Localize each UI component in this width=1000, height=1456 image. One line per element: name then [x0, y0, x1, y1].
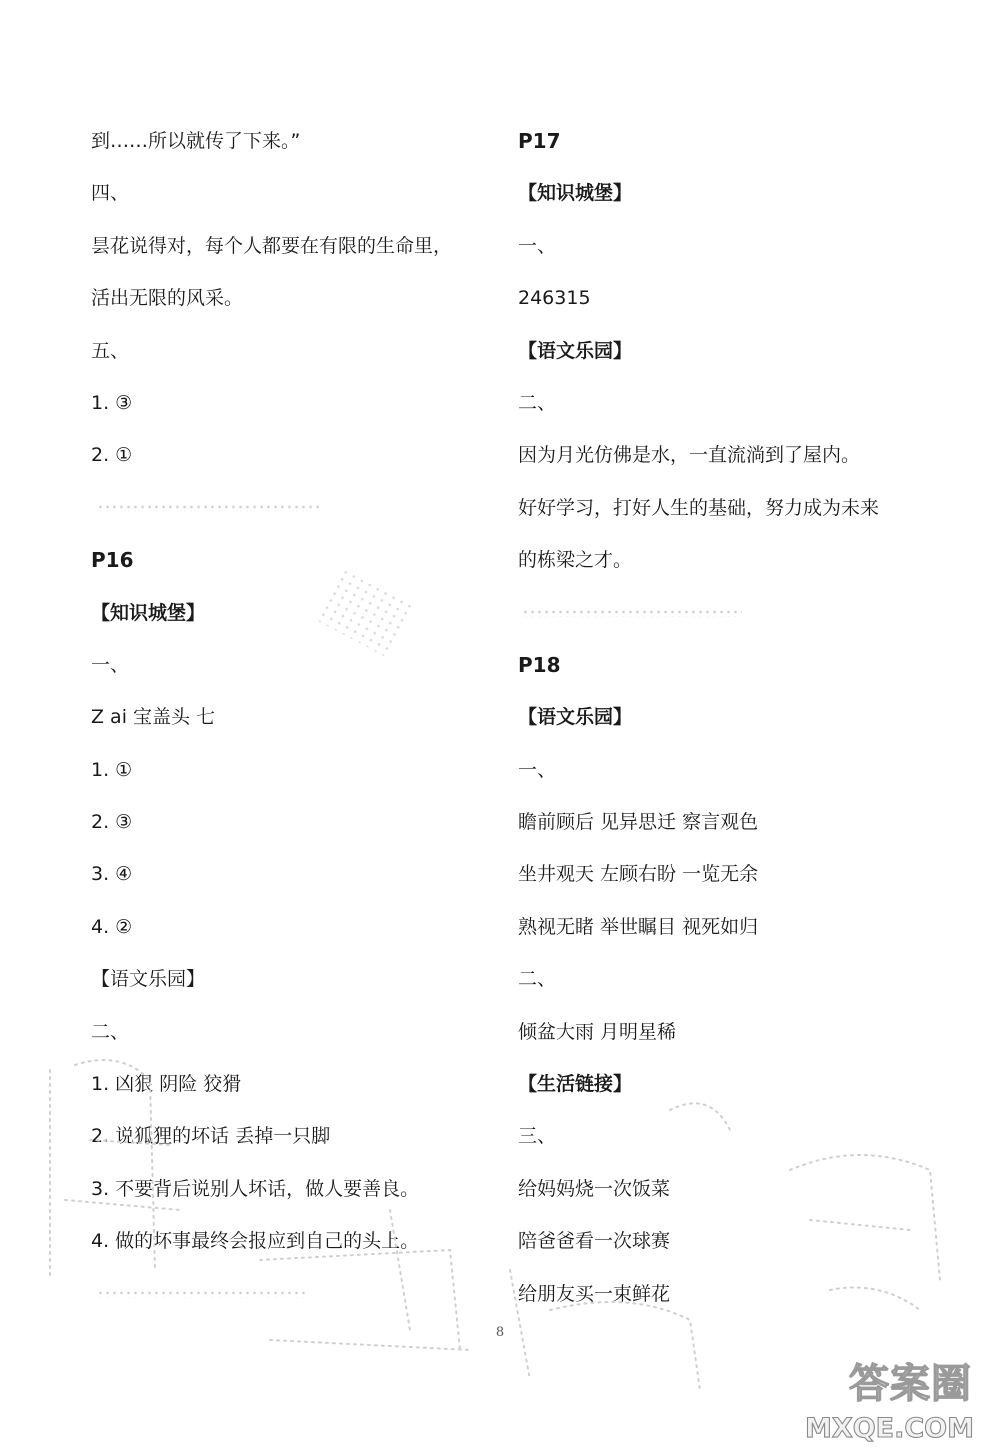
section-number: 一、: [518, 758, 557, 781]
logo-chinese-text: 答案圈: [849, 1361, 972, 1407]
answer-line: 陪爸爸看一次球赛: [518, 1230, 671, 1253]
answer-line: 好好学习，打好人生的基础，努力成为未来: [518, 496, 880, 519]
answer-line: 4. ②: [91, 915, 133, 938]
logo-domain-text: MXQE.COM: [805, 1413, 974, 1444]
section-number: 一、: [91, 653, 130, 676]
answer-line: 因为月光仿佛是水，一直流淌到了屋内。: [518, 444, 861, 467]
answer-line: 1. ③: [91, 391, 133, 414]
answer-line: 2. ①: [91, 444, 133, 467]
answer-line: 2. 说狐狸的坏话 丢掉一只脚: [91, 1125, 331, 1148]
page-heading-p18: P18: [518, 652, 561, 677]
answer-line: Z ai 宝盖头 七: [91, 706, 216, 729]
answer-line: 给朋友买一束鲜花: [518, 1282, 671, 1305]
answer-line: 活出无限的风采。: [91, 287, 244, 310]
answer-line: 3. 不要背后说别人坏话，做人要善良。: [91, 1177, 420, 1200]
faded-text-line: [91, 1268, 491, 1320]
section-number: 四、: [91, 182, 130, 205]
right-column: [518, 115, 938, 1320]
answer-line: 坐井观天 左顾右盼 一览无余: [518, 863, 759, 886]
section-number: 五、: [91, 339, 130, 362]
section-number: 二、: [518, 391, 557, 414]
section-title: 【语文乐园】: [518, 706, 633, 729]
page-heading-p16: P16: [91, 548, 134, 573]
answer-line: 熟视无睹 举世瞩目 视死如归: [518, 915, 759, 938]
answer-line: 的栋梁之才。: [518, 549, 633, 572]
left-column: [91, 115, 491, 1320]
section-number: 二、: [518, 968, 557, 991]
section-title: 【生活链接】: [518, 1073, 633, 1096]
faded-text-line: [91, 482, 491, 534]
section-number: 一、: [518, 234, 557, 257]
answer-line: 4. 做的坏事最终会报应到自己的头上。: [91, 1230, 420, 1253]
answer-line: 2. ③: [91, 811, 133, 834]
answer-line: 3. ④: [91, 863, 133, 886]
answer-line: 瞻前顾后 见异思迁 察言观色: [518, 811, 759, 834]
answer-line: 1. 凶狠 阴险 狡猾: [91, 1073, 242, 1096]
section-title: 【语文乐园】: [91, 968, 206, 991]
section-number: 二、: [91, 1020, 130, 1043]
section-title: 【语文乐园】: [518, 339, 633, 362]
site-logo: [792, 1352, 982, 1444]
answer-line: 昙花说得对，每个人都要在有限的生命里，: [91, 234, 453, 257]
page-heading-p17: P17: [518, 129, 561, 153]
answer-line: 倾盆大雨 月明星稀: [518, 1020, 677, 1043]
faded-text-line: [518, 587, 938, 639]
section-title: 【知识城堡】: [91, 601, 206, 624]
section-title: 【知识城堡】: [518, 182, 633, 205]
answer-line: 246315: [518, 287, 591, 310]
answer-line: 到……所以就传了下来。”: [91, 130, 301, 152]
answer-line: 1. ①: [91, 758, 133, 781]
answer-line: 给妈妈烧一次饭菜: [518, 1177, 671, 1200]
page-number: 8: [495, 1325, 505, 1340]
section-number: 三、: [518, 1125, 557, 1148]
